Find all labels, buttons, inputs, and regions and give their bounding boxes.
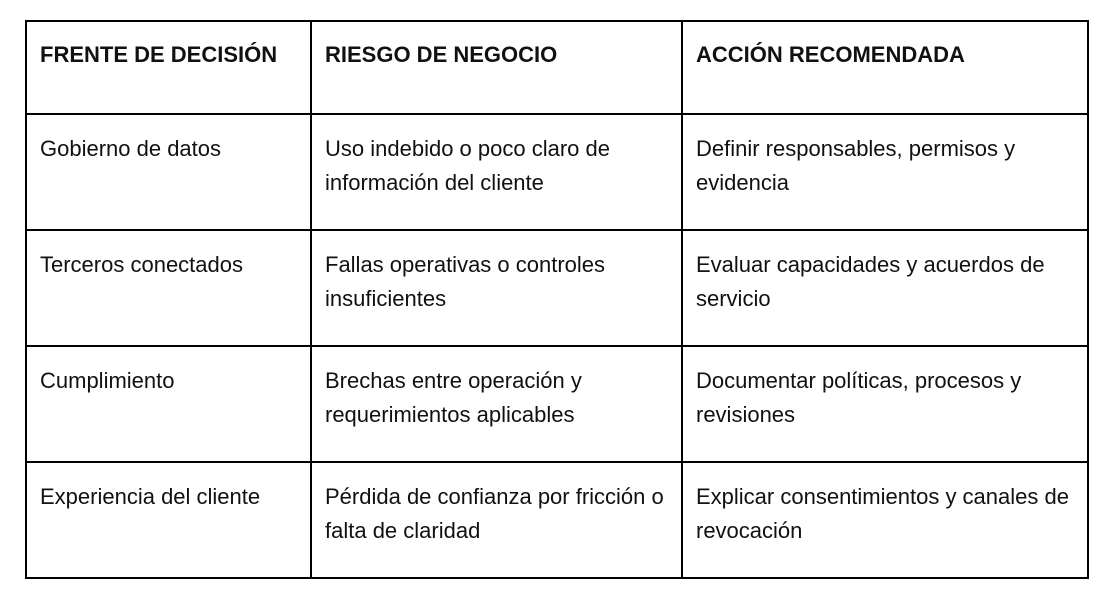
decision-table	[25, 20, 1089, 579]
table-cell-decision-front: Cumplimiento	[26, 346, 311, 462]
table-header-row	[26, 21, 1088, 114]
table-cell-business-risk: Uso indebido o poco claro de información del cliente	[311, 114, 682, 230]
table-row	[26, 462, 1088, 578]
header-cell-recommended-action: ACCIÓN RECOMENDADA	[682, 21, 1088, 114]
table-cell-recommended-action: Evaluar capacidades y acuerdos de servicio	[682, 230, 1088, 346]
header-cell-decision-front: FRENTE DE DECISIÓN	[26, 21, 311, 114]
table-cell-business-risk: Fallas operativas o controles insuficientes	[311, 230, 682, 346]
header-cell-business-risk: RIESGO DE NEGOCIO	[311, 21, 682, 114]
table-cell-business-risk: Brechas entre operación y requerimientos aplicables	[311, 346, 682, 462]
table-cell-business-risk: Pérdida de confianza por fricción o falta de claridad	[311, 462, 682, 578]
table-row	[26, 230, 1088, 346]
table-cell-decision-front: Gobierno de datos	[26, 114, 311, 230]
table-row	[26, 114, 1088, 230]
table-cell-recommended-action: Explicar consentimientos y canales de revocación	[682, 462, 1088, 578]
table-cell-recommended-action: Definir responsables, permisos y evidencia	[682, 114, 1088, 230]
table-cell-decision-front: Experiencia del cliente	[26, 462, 311, 578]
table-cell-decision-front: Terceros conectados	[26, 230, 311, 346]
table-cell-recommended-action: Documentar políticas, procesos y revisiones	[682, 346, 1088, 462]
table-row	[26, 346, 1088, 462]
